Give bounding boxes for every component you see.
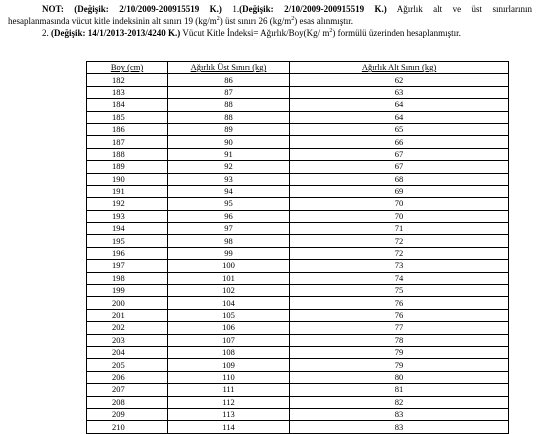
- cell-upper-weight: 106: [168, 322, 290, 334]
- cell-upper-weight: 108: [168, 346, 290, 358]
- cell-lower-weight: 72: [290, 247, 509, 259]
- note-paragraph: [8, 3, 532, 39]
- cell-upper-weight: 94: [168, 185, 290, 197]
- note-item-number-2: 2.: [42, 28, 49, 38]
- table-row: [87, 346, 509, 358]
- cell-upper-weight: 98: [168, 235, 290, 247]
- cell-lower-weight: 64: [290, 111, 509, 123]
- cell-lower-weight: 74: [290, 272, 509, 284]
- cell-upper-weight: 111: [168, 384, 290, 396]
- cell-height: 204: [87, 346, 168, 358]
- table-row: [87, 297, 509, 309]
- cell-lower-weight: 79: [290, 359, 509, 371]
- table-row: [87, 111, 509, 123]
- note-text-3b: ) formülü üzerinden hesaplanmıştır.: [332, 28, 461, 38]
- table-row: [87, 86, 509, 98]
- superscript: 2: [329, 28, 333, 34]
- table-row: [87, 371, 509, 383]
- cell-height: 190: [87, 173, 168, 185]
- cell-height: 196: [87, 247, 168, 259]
- cell-upper-weight: 92: [168, 161, 290, 173]
- table-body: [87, 74, 509, 433]
- cell-lower-weight: 81: [290, 384, 509, 396]
- cell-lower-weight: 82: [290, 396, 509, 408]
- cell-lower-weight: 76: [290, 309, 509, 321]
- cell-lower-weight: 72: [290, 235, 509, 247]
- cell-height: 197: [87, 260, 168, 272]
- cell-upper-weight: 96: [168, 210, 290, 222]
- note-text-2b: ) üst sınırı 26 (kg/m: [219, 16, 292, 26]
- cell-lower-weight: 68: [290, 173, 509, 185]
- cell-lower-weight: 73: [290, 260, 509, 272]
- weight-limits-table-container: [86, 61, 509, 434]
- cell-height: 208: [87, 396, 168, 408]
- table-row: [87, 136, 509, 148]
- cell-upper-weight: 95: [168, 198, 290, 210]
- cell-upper-weight: 97: [168, 223, 290, 235]
- cell-lower-weight: 76: [290, 297, 509, 309]
- note-amendment-ref-2: (Değişik: 14/1/2013-2013/4240 K.): [51, 28, 181, 38]
- cell-upper-weight: 91: [168, 148, 290, 160]
- note-text-1: Ağırlık alt ve üst sınırlarının: [396, 4, 532, 14]
- cell-lower-weight: 75: [290, 285, 509, 297]
- table-row: [87, 359, 509, 371]
- cell-lower-weight: 67: [290, 161, 509, 173]
- cell-upper-weight: 99: [168, 247, 290, 259]
- table-header-row: [87, 62, 509, 74]
- cell-upper-weight: 114: [168, 421, 290, 433]
- header-lower-weight: Ağırlık Alt Sınırı (kg): [290, 62, 509, 74]
- cell-lower-weight: 64: [290, 99, 509, 111]
- cell-height: 195: [87, 235, 168, 247]
- table-row: [87, 123, 509, 135]
- cell-height: 187: [87, 136, 168, 148]
- note-text-2a: hesaplanmasında vücut kitle indeksinin alt sınırı 19 (kg/m: [8, 16, 217, 26]
- cell-lower-weight: 70: [290, 210, 509, 222]
- cell-upper-weight: 88: [168, 111, 290, 123]
- note-amendment-ref-1: (Değişik: 2/10/2009-200915519 K.): [239, 4, 387, 14]
- cell-lower-weight: 83: [290, 408, 509, 420]
- header-upper-weight: Ağırlık Üst Sınırı (kg): [168, 62, 290, 74]
- cell-lower-weight: 63: [290, 86, 509, 98]
- note-text-3a: Vücut Kitle İndeksi= Ağırlık/Boy(Kg/ m: [182, 28, 330, 38]
- table-row: [87, 210, 509, 222]
- cell-upper-weight: 101: [168, 272, 290, 284]
- cell-lower-weight: 66: [290, 136, 509, 148]
- cell-height: 183: [87, 86, 168, 98]
- cell-upper-weight: 90: [168, 136, 290, 148]
- cell-lower-weight: 62: [290, 74, 509, 86]
- note-amendment-label: NOT: (Değişik: 2/10/2009-200915519 K.): [42, 4, 222, 14]
- cell-height: 193: [87, 210, 168, 222]
- cell-height: 192: [87, 198, 168, 210]
- cell-height: 184: [87, 99, 168, 111]
- cell-lower-weight: 83: [290, 421, 509, 433]
- table-row: [87, 148, 509, 160]
- table-row: [87, 223, 509, 235]
- table-row: [87, 384, 509, 396]
- table-row: [87, 235, 509, 247]
- note-line-3: [8, 27, 532, 39]
- note-line-2: [8, 15, 532, 27]
- cell-upper-weight: 104: [168, 297, 290, 309]
- cell-upper-weight: 107: [168, 334, 290, 346]
- note-text-2c: ) esas alınmıştır.: [294, 16, 353, 26]
- cell-height: 201: [87, 309, 168, 321]
- cell-height: 205: [87, 359, 168, 371]
- cell-upper-weight: 87: [168, 86, 290, 98]
- cell-upper-weight: 105: [168, 309, 290, 321]
- superscript: 2: [216, 16, 220, 22]
- cell-lower-weight: 67: [290, 148, 509, 160]
- cell-upper-weight: 109: [168, 359, 290, 371]
- table-row: [87, 396, 509, 408]
- cell-upper-weight: 110: [168, 371, 290, 383]
- cell-height: 194: [87, 223, 168, 235]
- cell-height: 210: [87, 421, 168, 433]
- cell-height: 185: [87, 111, 168, 123]
- cell-upper-weight: 86: [168, 74, 290, 86]
- cell-upper-weight: 113: [168, 408, 290, 420]
- cell-lower-weight: 70: [290, 198, 509, 210]
- cell-height: 182: [87, 74, 168, 86]
- cell-upper-weight: 88: [168, 99, 290, 111]
- weight-limits-table: [86, 61, 509, 434]
- cell-height: 186: [87, 123, 168, 135]
- cell-upper-weight: 93: [168, 173, 290, 185]
- cell-upper-weight: 89: [168, 123, 290, 135]
- table-row: [87, 322, 509, 334]
- cell-upper-weight: 102: [168, 285, 290, 297]
- table-row: [87, 161, 509, 173]
- cell-height: 191: [87, 185, 168, 197]
- note-line-1: [8, 3, 532, 15]
- cell-upper-weight: 112: [168, 396, 290, 408]
- cell-height: 198: [87, 272, 168, 284]
- cell-height: 188: [87, 148, 168, 160]
- cell-height: 200: [87, 297, 168, 309]
- cell-lower-weight: 78: [290, 334, 509, 346]
- superscript: 2: [291, 16, 295, 22]
- cell-lower-weight: 71: [290, 223, 509, 235]
- cell-height: 206: [87, 371, 168, 383]
- table-row: [87, 408, 509, 420]
- cell-lower-weight: 69: [290, 185, 509, 197]
- table-row: [87, 173, 509, 185]
- cell-lower-weight: 77: [290, 322, 509, 334]
- table-row: [87, 198, 509, 210]
- table-row: [87, 260, 509, 272]
- cell-height: 189: [87, 161, 168, 173]
- cell-lower-weight: 80: [290, 371, 509, 383]
- cell-lower-weight: 79: [290, 346, 509, 358]
- header-height: Boy (cm): [87, 62, 168, 74]
- table-row: [87, 285, 509, 297]
- table-row: [87, 99, 509, 111]
- table-row: [87, 309, 509, 321]
- cell-height: 203: [87, 334, 168, 346]
- cell-height: 209: [87, 408, 168, 420]
- cell-height: 202: [87, 322, 168, 334]
- cell-upper-weight: 100: [168, 260, 290, 272]
- table-row: [87, 74, 509, 86]
- table-row: [87, 272, 509, 284]
- cell-height: 207: [87, 384, 168, 396]
- table-row: [87, 334, 509, 346]
- table-row: [87, 421, 509, 433]
- cell-height: 199: [87, 285, 168, 297]
- note-item-number-1: 1.: [232, 4, 240, 14]
- table-row: [87, 185, 509, 197]
- cell-lower-weight: 65: [290, 123, 509, 135]
- table-row: [87, 247, 509, 259]
